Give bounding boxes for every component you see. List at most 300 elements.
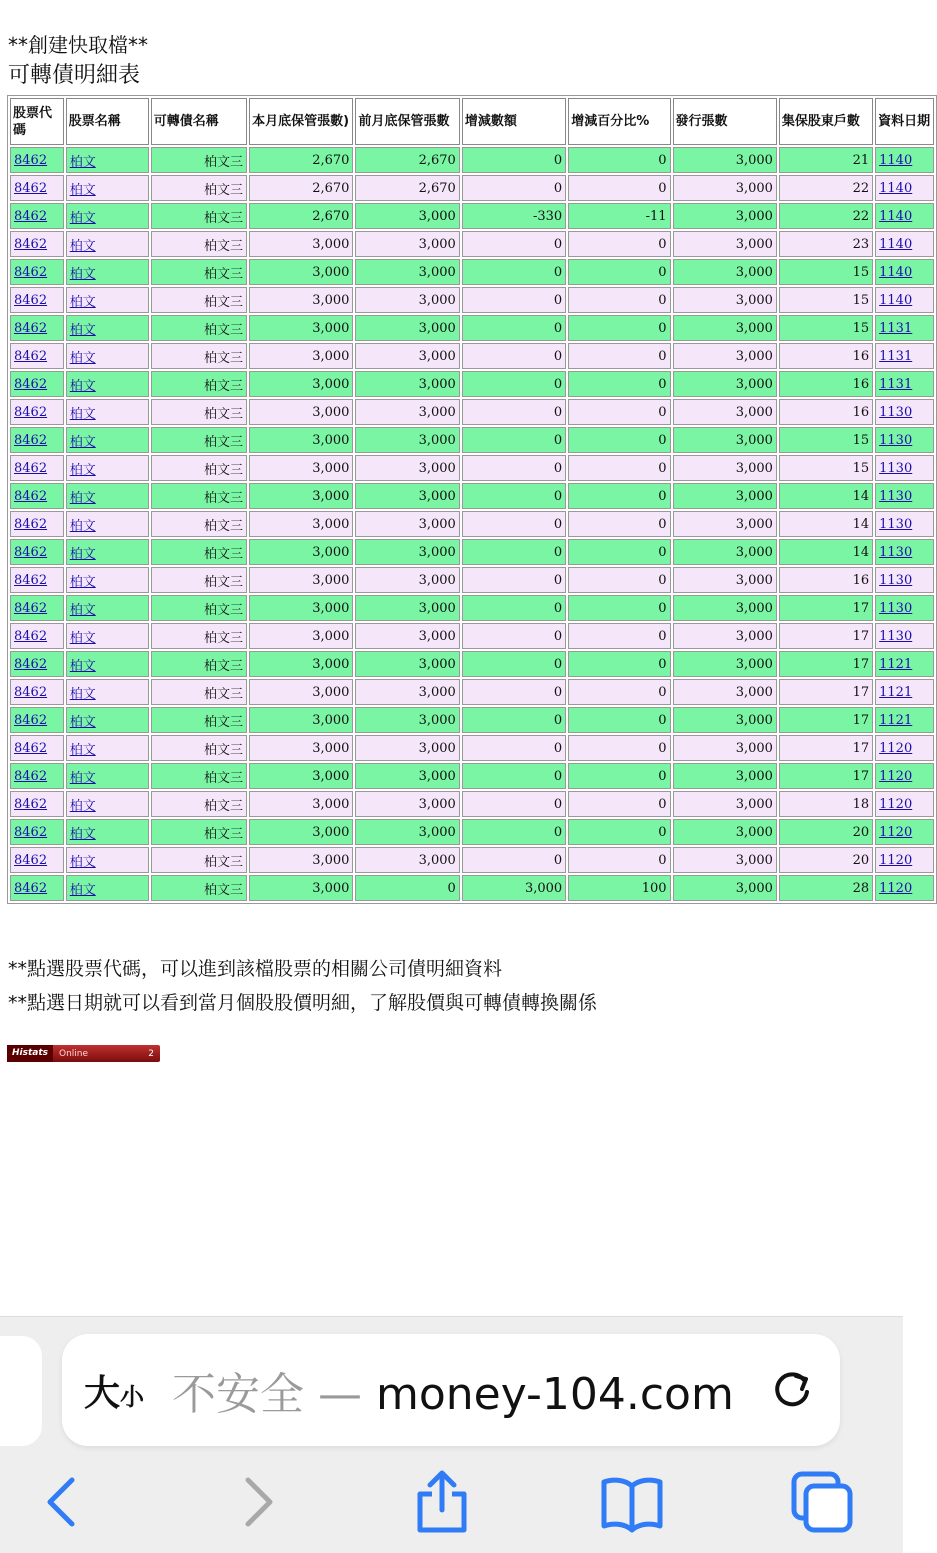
column-header: 集保股東戶數 xyxy=(779,98,873,145)
table-row xyxy=(10,567,934,593)
data-date-link[interactable]: 1130 xyxy=(879,572,913,588)
stock-name-cell xyxy=(66,203,149,229)
stock-name-cell xyxy=(66,147,149,173)
this-month-holdings-cell: 3,000 xyxy=(249,511,353,537)
column-header: 股票代碼 xyxy=(10,98,64,145)
stock-code-link[interactable]: 8462 xyxy=(14,376,48,392)
data-date-link[interactable]: 1140 xyxy=(879,208,913,224)
last-month-holdings-cell: 3,000 xyxy=(355,427,459,453)
share-icon[interactable] xyxy=(406,1466,478,1538)
issued-amount-cell: 3,000 xyxy=(673,651,777,677)
stock-code-cell xyxy=(10,623,64,649)
table-row xyxy=(10,147,934,173)
bond-name-cell: 柏文三 xyxy=(151,427,247,453)
bond-name-cell: 柏文三 xyxy=(151,511,247,537)
stock-name-link[interactable]: 柏文 xyxy=(69,742,96,758)
shareholder-count-cell: 16 xyxy=(779,343,873,369)
stock-name-link[interactable]: 柏文 xyxy=(69,686,96,702)
stock-name-cell xyxy=(66,763,149,789)
stock-name-link[interactable]: 柏文 xyxy=(69,574,96,590)
data-date-link[interactable]: 1120 xyxy=(879,740,913,756)
last-month-holdings-cell: 3,000 xyxy=(355,203,459,229)
issued-amount-cell: 3,000 xyxy=(673,511,777,537)
last-month-holdings-cell: 3,000 xyxy=(355,315,459,341)
change-amount-cell: 0 xyxy=(462,371,566,397)
data-date-link[interactable]: 1121 xyxy=(879,712,913,728)
url-text[interactable] xyxy=(172,1358,734,1422)
shareholder-count-cell: 22 xyxy=(779,203,873,229)
column-header: 前月底保管張數 xyxy=(355,98,459,145)
issued-amount-cell: 3,000 xyxy=(673,259,777,285)
bond-name-cell: 柏文三 xyxy=(151,707,247,733)
data-date-link[interactable]: 1140 xyxy=(879,292,913,308)
bond-name-cell: 柏文三 xyxy=(151,679,247,705)
table-row xyxy=(10,511,934,537)
last-month-holdings-cell: 3,000 xyxy=(355,455,459,481)
bond-name-cell: 柏文三 xyxy=(151,343,247,369)
stock-code-link[interactable]: 8462 xyxy=(14,488,48,504)
histats-logo: Histats xyxy=(7,1045,53,1062)
stock-name-link[interactable]: 柏文 xyxy=(69,322,96,338)
this-month-holdings-cell: 3,000 xyxy=(249,483,353,509)
this-month-holdings-cell: 3,000 xyxy=(249,819,353,845)
convertible-bond-table-wrapper[interactable] xyxy=(7,95,931,904)
stock-name-link[interactable]: 柏文 xyxy=(69,154,96,170)
issued-amount-cell: 3,000 xyxy=(673,819,777,845)
data-date-cell xyxy=(875,483,934,509)
issued-amount-cell: 3,000 xyxy=(673,231,777,257)
stock-name-cell xyxy=(66,651,149,677)
bond-name-cell: 柏文三 xyxy=(151,819,247,845)
this-month-holdings-cell: 3,000 xyxy=(249,763,353,789)
bond-name-cell: 柏文三 xyxy=(151,791,247,817)
change-amount-cell: 0 xyxy=(462,231,566,257)
this-month-holdings-cell: 3,000 xyxy=(249,595,353,621)
shareholder-count-cell: 17 xyxy=(779,735,873,761)
change-amount-cell: 0 xyxy=(462,175,566,201)
change-amount-cell: 0 xyxy=(462,623,566,649)
table-row xyxy=(10,875,934,901)
stock-name-link[interactable]: 柏文 xyxy=(69,770,96,786)
change-percent-cell: 0 xyxy=(568,651,670,677)
last-month-holdings-cell: 3,000 xyxy=(355,679,459,705)
stock-name-cell xyxy=(66,847,149,873)
stock-code-link[interactable]: 8462 xyxy=(14,656,48,672)
last-month-holdings-cell: 3,000 xyxy=(355,763,459,789)
data-date-link[interactable]: 1121 xyxy=(879,656,913,672)
change-amount-cell: 0 xyxy=(462,147,566,173)
shareholder-count-cell: 20 xyxy=(779,847,873,873)
table-row xyxy=(10,763,934,789)
bond-name-cell: 柏文三 xyxy=(151,175,247,201)
stock-code-link[interactable]: 8462 xyxy=(14,292,48,308)
last-month-holdings-cell: 3,000 xyxy=(355,343,459,369)
stock-code-link[interactable]: 8462 xyxy=(14,348,48,364)
data-date-cell xyxy=(875,875,934,901)
change-amount-cell: -330 xyxy=(462,203,566,229)
this-month-holdings-cell: 2,670 xyxy=(249,147,353,173)
this-month-holdings-cell: 3,000 xyxy=(249,623,353,649)
change-percent-cell: 0 xyxy=(568,483,670,509)
stock-code-link[interactable]: 8462 xyxy=(14,600,48,616)
stock-code-cell xyxy=(10,371,64,397)
stock-code-link[interactable]: 8462 xyxy=(14,516,48,532)
data-date-link[interactable]: 1130 xyxy=(879,460,913,476)
change-percent-cell: 0 xyxy=(568,567,670,593)
stock-code-cell xyxy=(10,511,64,537)
table-header-row xyxy=(10,98,934,145)
change-percent-cell: 0 xyxy=(568,287,670,313)
tabs-icon[interactable] xyxy=(786,1466,858,1538)
this-month-holdings-cell: 3,000 xyxy=(249,399,353,425)
data-date-cell xyxy=(875,763,934,789)
bond-name-cell: 柏文三 xyxy=(151,847,247,873)
issued-amount-cell: 3,000 xyxy=(673,287,777,313)
table-row xyxy=(10,175,934,201)
column-header: 增減數額 xyxy=(462,98,566,145)
stock-code-cell xyxy=(10,735,64,761)
bond-name-cell: 柏文三 xyxy=(151,483,247,509)
last-month-holdings-cell: 3,000 xyxy=(355,539,459,565)
stock-name-link[interactable]: 柏文 xyxy=(69,266,96,282)
data-date-link[interactable]: 1130 xyxy=(879,488,913,504)
stock-name-link[interactable]: 柏文 xyxy=(69,210,96,226)
this-month-holdings-cell: 2,670 xyxy=(249,203,353,229)
stock-code-link[interactable]: 8462 xyxy=(14,768,48,784)
stock-name-cell xyxy=(66,567,149,593)
table-row xyxy=(10,231,934,257)
stock-code-link[interactable]: 8462 xyxy=(14,320,48,336)
data-date-link[interactable]: 1120 xyxy=(879,768,913,784)
last-month-holdings-cell: 2,670 xyxy=(355,175,459,201)
histats-counter[interactable] xyxy=(7,1045,160,1062)
bond-name-cell: 柏文三 xyxy=(151,455,247,481)
last-month-holdings-cell: 3,000 xyxy=(355,791,459,817)
shareholder-count-cell: 22 xyxy=(779,175,873,201)
forward-icon[interactable] xyxy=(222,1466,294,1538)
histats-label: Online xyxy=(59,1048,89,1059)
bookmarks-icon[interactable] xyxy=(596,1466,668,1538)
change-amount-cell: 0 xyxy=(462,651,566,677)
issued-amount-cell: 3,000 xyxy=(673,539,777,565)
change-amount-cell: 0 xyxy=(462,427,566,453)
stock-code-link[interactable]: 8462 xyxy=(14,152,48,168)
shareholder-count-cell: 17 xyxy=(779,651,873,677)
shareholder-count-cell: 17 xyxy=(779,595,873,621)
reload-icon[interactable] xyxy=(766,1364,818,1416)
data-date-cell xyxy=(875,595,934,621)
change-percent-cell: 0 xyxy=(568,623,670,649)
issued-amount-cell: 3,000 xyxy=(673,371,777,397)
issued-amount-cell: 3,000 xyxy=(673,343,777,369)
stock-code-link[interactable]: 8462 xyxy=(14,572,48,588)
issued-amount-cell: 3,000 xyxy=(673,315,777,341)
issued-amount-cell: 3,000 xyxy=(673,623,777,649)
stock-name-cell xyxy=(66,399,149,425)
issued-amount-cell: 3,000 xyxy=(673,847,777,873)
page-settings-small-label: 小 xyxy=(120,1382,145,1411)
shareholder-count-cell: 17 xyxy=(779,763,873,789)
bond-name-cell: 柏文三 xyxy=(151,287,247,313)
change-percent-cell: 0 xyxy=(568,707,670,733)
table-row xyxy=(10,539,934,565)
issued-amount-cell: 3,000 xyxy=(673,567,777,593)
table-row xyxy=(10,707,934,733)
this-month-holdings-cell: 3,000 xyxy=(249,231,353,257)
stock-code-cell xyxy=(10,287,64,313)
table-body xyxy=(10,147,934,901)
stock-code-cell xyxy=(10,567,64,593)
back-icon[interactable] xyxy=(26,1466,98,1538)
change-amount-cell: 0 xyxy=(462,847,566,873)
stock-name-link[interactable]: 柏文 xyxy=(69,490,96,506)
address-bar[interactable] xyxy=(62,1334,840,1446)
data-date-cell xyxy=(875,231,934,257)
change-amount-cell: 0 xyxy=(462,707,566,733)
stock-code-cell xyxy=(10,847,64,873)
page-settings-button[interactable] xyxy=(84,1365,144,1416)
bond-name-cell: 柏文三 xyxy=(151,399,247,425)
data-date-link[interactable]: 1131 xyxy=(879,376,913,392)
stock-name-link[interactable]: 柏文 xyxy=(69,630,96,646)
stock-code-link[interactable]: 8462 xyxy=(14,796,48,812)
shareholder-count-cell: 15 xyxy=(779,427,873,453)
change-percent-cell: 0 xyxy=(568,679,670,705)
this-month-holdings-cell: 3,000 xyxy=(249,259,353,285)
data-date-link[interactable]: 1130 xyxy=(879,404,913,420)
issued-amount-cell: 3,000 xyxy=(673,399,777,425)
stock-code-link[interactable]: 8462 xyxy=(14,684,48,700)
data-date-cell xyxy=(875,147,934,173)
change-amount-cell: 0 xyxy=(462,567,566,593)
this-month-holdings-cell: 2,670 xyxy=(249,175,353,201)
issued-amount-cell: 3,000 xyxy=(673,763,777,789)
stock-code-link[interactable]: 8462 xyxy=(14,824,48,840)
bond-name-cell: 柏文三 xyxy=(151,623,247,649)
last-month-holdings-cell: 3,000 xyxy=(355,511,459,537)
last-month-holdings-cell: 3,000 xyxy=(355,259,459,285)
stock-code-link[interactable]: 8462 xyxy=(14,460,48,476)
data-date-link[interactable]: 1120 xyxy=(879,852,913,868)
table-row xyxy=(10,343,934,369)
stock-name-link[interactable]: 柏文 xyxy=(69,826,96,842)
stock-code-cell xyxy=(10,707,64,733)
stock-name-cell xyxy=(66,175,149,201)
table-row xyxy=(10,819,934,845)
change-percent-cell: 0 xyxy=(568,315,670,341)
stock-name-link[interactable]: 柏文 xyxy=(69,238,96,254)
data-date-link[interactable]: 1121 xyxy=(879,684,913,700)
data-date-link[interactable]: 1140 xyxy=(879,264,913,280)
this-month-holdings-cell: 3,000 xyxy=(249,651,353,677)
issued-amount-cell: 3,000 xyxy=(673,791,777,817)
stock-name-link[interactable]: 柏文 xyxy=(69,434,96,450)
stock-code-link[interactable]: 8462 xyxy=(14,208,48,224)
column-header: 增減百分比% xyxy=(568,98,670,145)
issued-amount-cell: 3,000 xyxy=(673,483,777,509)
stock-code-cell xyxy=(10,651,64,677)
stock-name-cell xyxy=(66,455,149,481)
shareholder-count-cell: 23 xyxy=(779,231,873,257)
data-date-link[interactable]: 1130 xyxy=(879,432,913,448)
stock-code-link[interactable]: 8462 xyxy=(14,740,48,756)
stock-name-link[interactable]: 柏文 xyxy=(69,798,96,814)
stock-code-link[interactable]: 8462 xyxy=(14,180,48,196)
change-percent-cell: -11 xyxy=(568,203,670,229)
shareholder-count-cell: 16 xyxy=(779,567,873,593)
data-date-link[interactable]: 1120 xyxy=(879,824,913,840)
stock-name-cell xyxy=(66,343,149,369)
this-month-holdings-cell: 3,000 xyxy=(249,707,353,733)
shareholder-count-cell: 16 xyxy=(779,371,873,397)
data-date-cell xyxy=(875,399,934,425)
stock-name-link[interactable]: 柏文 xyxy=(69,714,96,730)
table-row xyxy=(10,315,934,341)
cache-note: **創建快取檔** xyxy=(8,33,148,57)
issued-amount-cell: 3,000 xyxy=(673,735,777,761)
issued-amount-cell: 3,000 xyxy=(673,595,777,621)
change-amount-cell: 0 xyxy=(462,483,566,509)
bond-name-cell: 柏文三 xyxy=(151,203,247,229)
stock-code-link[interactable]: 8462 xyxy=(14,852,48,868)
histats-count: 2 xyxy=(148,1048,154,1059)
notes xyxy=(8,952,597,1020)
shareholder-count-cell: 17 xyxy=(779,679,873,705)
stock-name-link[interactable]: 柏文 xyxy=(69,294,96,310)
stock-code-cell xyxy=(10,343,64,369)
stock-name-link[interactable]: 柏文 xyxy=(69,518,96,534)
last-month-holdings-cell: 3,000 xyxy=(355,231,459,257)
table-row xyxy=(10,259,934,285)
data-date-cell xyxy=(875,679,934,705)
stock-code-link[interactable]: 8462 xyxy=(14,880,48,896)
data-date-link[interactable]: 1131 xyxy=(879,320,913,336)
stock-name-link[interactable]: 柏文 xyxy=(69,462,96,478)
table-row xyxy=(10,791,934,817)
this-month-holdings-cell: 3,000 xyxy=(249,287,353,313)
page-header xyxy=(8,30,148,92)
stock-name-link[interactable]: 柏文 xyxy=(69,882,96,898)
bond-name-cell: 柏文三 xyxy=(151,735,247,761)
data-date-cell xyxy=(875,539,934,565)
stock-code-cell xyxy=(10,203,64,229)
stock-name-cell xyxy=(66,539,149,565)
last-month-holdings-cell: 3,000 xyxy=(355,847,459,873)
last-month-holdings-cell: 0 xyxy=(355,875,459,901)
issued-amount-cell: 3,000 xyxy=(673,875,777,901)
change-percent-cell: 0 xyxy=(568,427,670,453)
data-date-link[interactable]: 1130 xyxy=(879,544,913,560)
shareholder-count-cell: 15 xyxy=(779,455,873,481)
stock-code-link[interactable]: 8462 xyxy=(14,628,48,644)
stock-code-link[interactable]: 8462 xyxy=(14,544,48,560)
stock-name-cell xyxy=(66,791,149,817)
table-row xyxy=(10,371,934,397)
data-date-cell xyxy=(875,427,934,453)
this-month-holdings-cell: 3,000 xyxy=(249,315,353,341)
this-month-holdings-cell: 3,000 xyxy=(249,539,353,565)
stock-name-cell xyxy=(66,875,149,901)
previous-tab-card[interactable] xyxy=(0,1336,42,1446)
data-date-link[interactable]: 1120 xyxy=(879,796,913,812)
this-month-holdings-cell: 3,000 xyxy=(249,791,353,817)
change-amount-cell: 0 xyxy=(462,539,566,565)
stock-code-link[interactable]: 8462 xyxy=(14,404,48,420)
bond-name-cell: 柏文三 xyxy=(151,259,247,285)
data-date-link[interactable]: 1130 xyxy=(879,628,913,644)
last-month-holdings-cell: 3,000 xyxy=(355,819,459,845)
table-row xyxy=(10,651,934,677)
stock-name-cell xyxy=(66,315,149,341)
table-row xyxy=(10,455,934,481)
shareholder-count-cell: 14 xyxy=(779,539,873,565)
stock-name-link[interactable]: 柏文 xyxy=(69,546,96,562)
data-date-cell xyxy=(875,343,934,369)
stock-name-cell xyxy=(66,679,149,705)
table-row xyxy=(10,623,934,649)
data-date-link[interactable]: 1120 xyxy=(879,880,913,896)
stock-code-cell xyxy=(10,819,64,845)
last-month-holdings-cell: 3,000 xyxy=(355,483,459,509)
data-date-cell xyxy=(875,791,934,817)
stock-name-link[interactable]: 柏文 xyxy=(69,854,96,870)
stock-name-link[interactable]: 柏文 xyxy=(69,182,96,198)
stock-name-link[interactable]: 柏文 xyxy=(69,602,96,618)
stock-name-link[interactable]: 柏文 xyxy=(69,658,96,674)
data-date-link[interactable]: 1130 xyxy=(879,600,913,616)
stock-code-cell xyxy=(10,875,64,901)
data-date-link[interactable]: 1140 xyxy=(879,152,913,168)
bond-name-cell: 柏文三 xyxy=(151,651,247,677)
stock-code-cell xyxy=(10,539,64,565)
data-date-link[interactable]: 1130 xyxy=(879,516,913,532)
stock-name-link[interactable]: 柏文 xyxy=(69,406,96,422)
domain-label: money-104.com xyxy=(376,1369,734,1420)
data-date-cell xyxy=(875,259,934,285)
shareholder-count-cell: 18 xyxy=(779,791,873,817)
change-amount-cell: 0 xyxy=(462,343,566,369)
stock-code-link[interactable]: 8462 xyxy=(14,712,48,728)
stock-name-link[interactable]: 柏文 xyxy=(69,378,96,394)
data-date-link[interactable]: 1140 xyxy=(879,180,913,196)
issued-amount-cell: 3,000 xyxy=(673,203,777,229)
table-row xyxy=(10,847,934,873)
data-date-cell xyxy=(875,651,934,677)
data-date-link[interactable]: 1140 xyxy=(879,236,913,252)
stock-name-cell xyxy=(66,287,149,313)
stock-code-link[interactable]: 8462 xyxy=(14,264,48,280)
stock-code-link[interactable]: 8462 xyxy=(14,432,48,448)
data-date-cell xyxy=(875,567,934,593)
issued-amount-cell: 3,000 xyxy=(673,147,777,173)
this-month-holdings-cell: 3,000 xyxy=(249,371,353,397)
table-row xyxy=(10,399,934,425)
stock-name-cell xyxy=(66,623,149,649)
this-month-holdings-cell: 3,000 xyxy=(249,427,353,453)
change-percent-cell: 0 xyxy=(568,763,670,789)
change-percent-cell: 0 xyxy=(568,343,670,369)
stock-name-cell xyxy=(66,231,149,257)
stock-code-cell xyxy=(10,763,64,789)
last-month-holdings-cell: 3,000 xyxy=(355,287,459,313)
shareholder-count-cell: 17 xyxy=(779,707,873,733)
this-month-holdings-cell: 3,000 xyxy=(249,847,353,873)
change-percent-cell: 0 xyxy=(568,735,670,761)
last-month-holdings-cell: 2,670 xyxy=(355,147,459,173)
data-date-link[interactable]: 1131 xyxy=(879,348,913,364)
stock-code-link[interactable]: 8462 xyxy=(14,236,48,252)
stock-name-link[interactable]: 柏文 xyxy=(69,350,96,366)
